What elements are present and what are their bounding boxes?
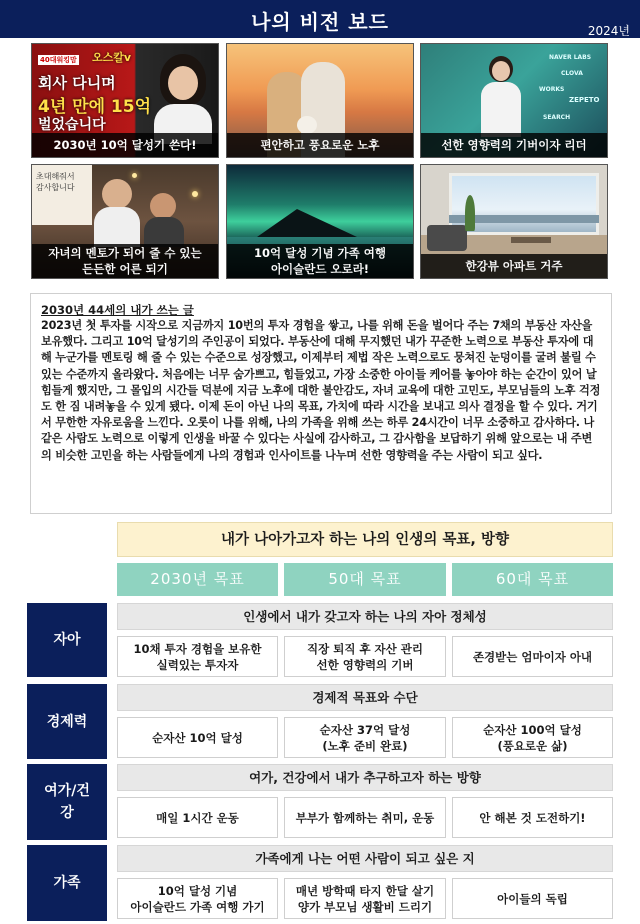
year-label: 2024년 <box>587 24 630 38</box>
thumbnail-line1: 회사 다니며 <box>38 74 116 92</box>
photo-sunset-couple <box>226 43 414 158</box>
goals-title: 내가 나아가고자 하는 나의 인생의 목표, 방향 <box>117 522 613 557</box>
row-heading-finance: 경제적 목표와 수단 <box>117 684 613 711</box>
row-heading-self: 인생에서 내가 갖고자 하는 나의 자아 정체성 <box>117 603 613 630</box>
photo-youtube-thumbnail <box>31 43 219 158</box>
stage-tag: SEARCH <box>543 114 571 121</box>
goal-cell: 10억 달성 기념 아이슬란드 가족 여행 가기 <box>117 878 278 919</box>
goal-cell: 순자산 37억 달성 (노후 준비 완료) <box>284 717 446 758</box>
photo-caption: 자녀의 멘토가 되어 줄 수 있는 든든한 어른 되기 <box>32 244 218 278</box>
column-50s-goal: 50대 목표 <box>284 563 446 596</box>
thumbnail-line3: 벌었습니다 <box>38 117 106 133</box>
row-heading-family: 가족에게 나는 어떤 사람이 되고 싶은 지 <box>117 845 613 872</box>
stage-tag: CLOVA <box>561 70 583 77</box>
goal-cell: 매일 1시간 운동 <box>117 797 278 838</box>
photo-hangang-apartment <box>420 164 608 279</box>
thank-you-sign: 초대해줘서 감사합니다 <box>36 172 75 192</box>
row-label-family: 가족 <box>27 845 107 921</box>
row-heading-leisure-health: 여가, 건강에서 내가 추구하고자 하는 방향 <box>117 764 613 791</box>
thumbnail-line2: 4년 만에 15억 <box>38 97 152 117</box>
thumbnail-tag: 40대워킹맘 <box>40 56 77 64</box>
goal-cell: 아이들의 독립 <box>452 878 613 919</box>
row-label-finance: 경제력 <box>27 684 107 759</box>
goal-cell: 직장 퇴직 후 자산 관리 선한 영향력의 기버 <box>284 636 446 677</box>
header-bar <box>0 0 640 38</box>
page-title: 나의 비전 보드 <box>251 10 389 34</box>
future-self-letter <box>30 293 612 514</box>
row-label-self: 자아 <box>27 603 107 677</box>
stage-tag: ZEPETO <box>569 96 600 104</box>
row-label-leisure-health: 여가/건 강 <box>27 764 107 840</box>
photo-aurora-iceland <box>226 164 414 279</box>
photo-speaker-stage <box>420 43 608 158</box>
photo-caption: 10억 달성 기념 가족 여행 아이슬란드 오로라! <box>227 244 413 278</box>
goal-cell: 순자산 100억 달성 (풍요로운 삶) <box>452 717 613 758</box>
photo-caption: 한강뷰 아파트 거주 <box>421 254 607 278</box>
goal-cell: 존경받는 엄마이자 아내 <box>452 636 613 677</box>
goal-cell: 안 해본 것 도전하기! <box>452 797 613 838</box>
goal-cell: 부부가 함께하는 취미, 운동 <box>284 797 446 838</box>
thumbnail-name: 오스칼v <box>92 51 132 64</box>
column-2030-goal: 2030년 목표 <box>117 563 278 596</box>
photo-caption: 편안하고 풍요로운 노후 <box>227 133 413 157</box>
column-60s-goal: 60대 목표 <box>452 563 613 596</box>
photo-caption: 선한 영향력의 기버이자 리더 <box>421 133 607 157</box>
letter-body: 2023년 첫 투자를 시작으로 지금까지 10번의 투자 경험을 쌓고, 나를 위해 돈을 벌어다 주는 7채의 부동산 자산을 보유했다. 그리고 10억 달성기의 주인공이 되었다. 부동산에 대해 무지했던 내가 꾸준한 노력으로 부동산 투자에 대해 누군가를 멘토링 해 줄 수 있는 수준으로 성장했고, 이제부터 제법 작은 노력으로도 뭉쳐진 눈덩이를 굴려 불릴 수 있는 수준까지 올라왔다. 처음에는 너무 숨가쁘고, 힘들었고, 가장 소중한 아이들 케어를 놓아야 하는 순간이 있어 날 힘들게 했지만, 그 몰입의 시간들 덕분에 지금 노후에 대한 불안감도, 자녀 교육에 대한 고민도, 부모님들의 노후 걱정도 한 짐 내려놓을 수 있게 됐다. 이제 돈이 아닌 나의 목표, 가치에 따라 시간을 보내고 의사 결정을 할 수 있다. 거기서 무한한 자유로움을 느낀다. 오롯이 나를 위해, 나의 가족을 위해 쓰는 하루 24시간이 너무 소중하고 감사하다. 나 같은 사람도 노력으로 이렇게 인생을 바꿀 수 있다는 사실에 감사하고, 그 감사함을 보답하기 위해 앞으로는 내 주변의 비슷한 고민을 하는 사람들에게 나의 경험과 인사이트를 나누며 선한 영향력을 주는 사람이 되고 싶다. <box>41 319 601 462</box>
photo-party-mentor <box>31 164 219 279</box>
photo-caption: 2030년 10억 달성기 쓴다! <box>32 133 218 157</box>
stage-tag: NAVER LABS <box>549 54 592 61</box>
stage-tag: WORKS <box>539 86 565 93</box>
goal-cell: 매년 방학때 타지 한달 살기 양가 부모님 생활비 드리기 <box>284 878 446 919</box>
letter-title: 2030년 44세의 내가 쓰는 글 <box>41 303 194 317</box>
goal-cell: 순자산 10억 달성 <box>117 717 278 758</box>
goal-cell: 10채 투자 경험을 보유한 실력있는 투자자 <box>117 636 278 677</box>
